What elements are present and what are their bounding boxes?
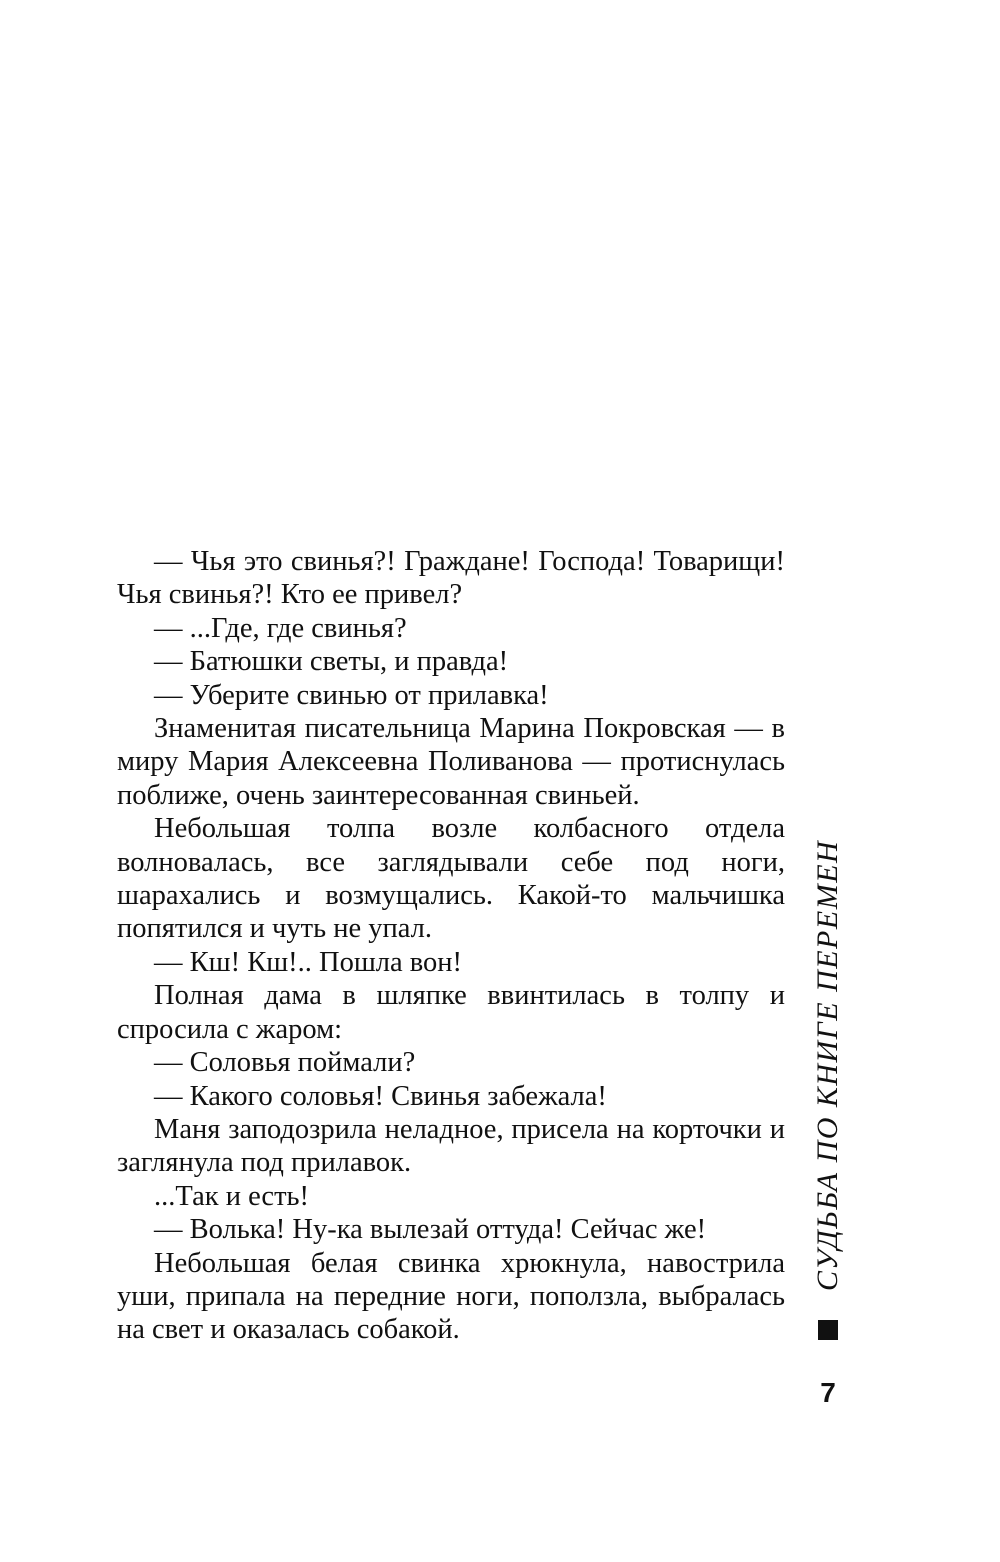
paragraph-2: — ...Где, где свинья? — [154, 612, 407, 644]
paragraph-9: — Соловья поймали? — [154, 1047, 416, 1079]
paragraph-14: Небольшая белая свинка хрюкнула, навострила уши, припала на передние ноги, поползла, выбралась на свет и оказалась собакой. — [117, 1247, 785, 1346]
paragraph-7: — Кш! Кш!.. Пошла вон! — [154, 946, 463, 978]
section-marker-square — [818, 1320, 838, 1340]
paragraph-6: Небольшая толпа возле колбасного отдела волновалась, все заглядывали себе под ноги, шарахались и возмущались. Какой-то мальчишка попятился и чуть не упал. — [117, 813, 785, 945]
running-title: СУДЬБА ПО КНИГЕ ПЕРЕМЕН — [811, 839, 844, 1291]
paragraph-3: — Батюшки светы, и правда! — [154, 646, 509, 678]
paragraph-1: — Чья это свинья?! Граждане! Господа! Товарищи! Чья свинья?! Кто ее привел? — [117, 546, 785, 611]
page-number: 7 — [820, 1377, 836, 1408]
paragraph-12: ...Так и есть! — [154, 1180, 310, 1212]
paragraph-8: Полная дама в шляпке ввинтилась в толпу и спросила с жаром: — [117, 980, 785, 1045]
paragraph-13: — Волька! Ну-ка вылезай оттуда! Сейчас же! — [154, 1214, 707, 1246]
paragraph-4: — Уберите свинью от прилавка! — [154, 679, 549, 711]
paragraph-11: Маня заподозрила неладное, присела на корточки и заглянула под прилавок. — [117, 1113, 785, 1179]
body-text — [117, 545, 785, 1347]
paragraph-10: — Какого соловья! Свинья забежала! — [154, 1080, 607, 1112]
paragraph-5: Знаменитая писательница Марина Покровская — в миру Мария Алексеевна Поливанова — протиснулась поближе, очень заинтересованная свиньей. — [117, 713, 785, 811]
